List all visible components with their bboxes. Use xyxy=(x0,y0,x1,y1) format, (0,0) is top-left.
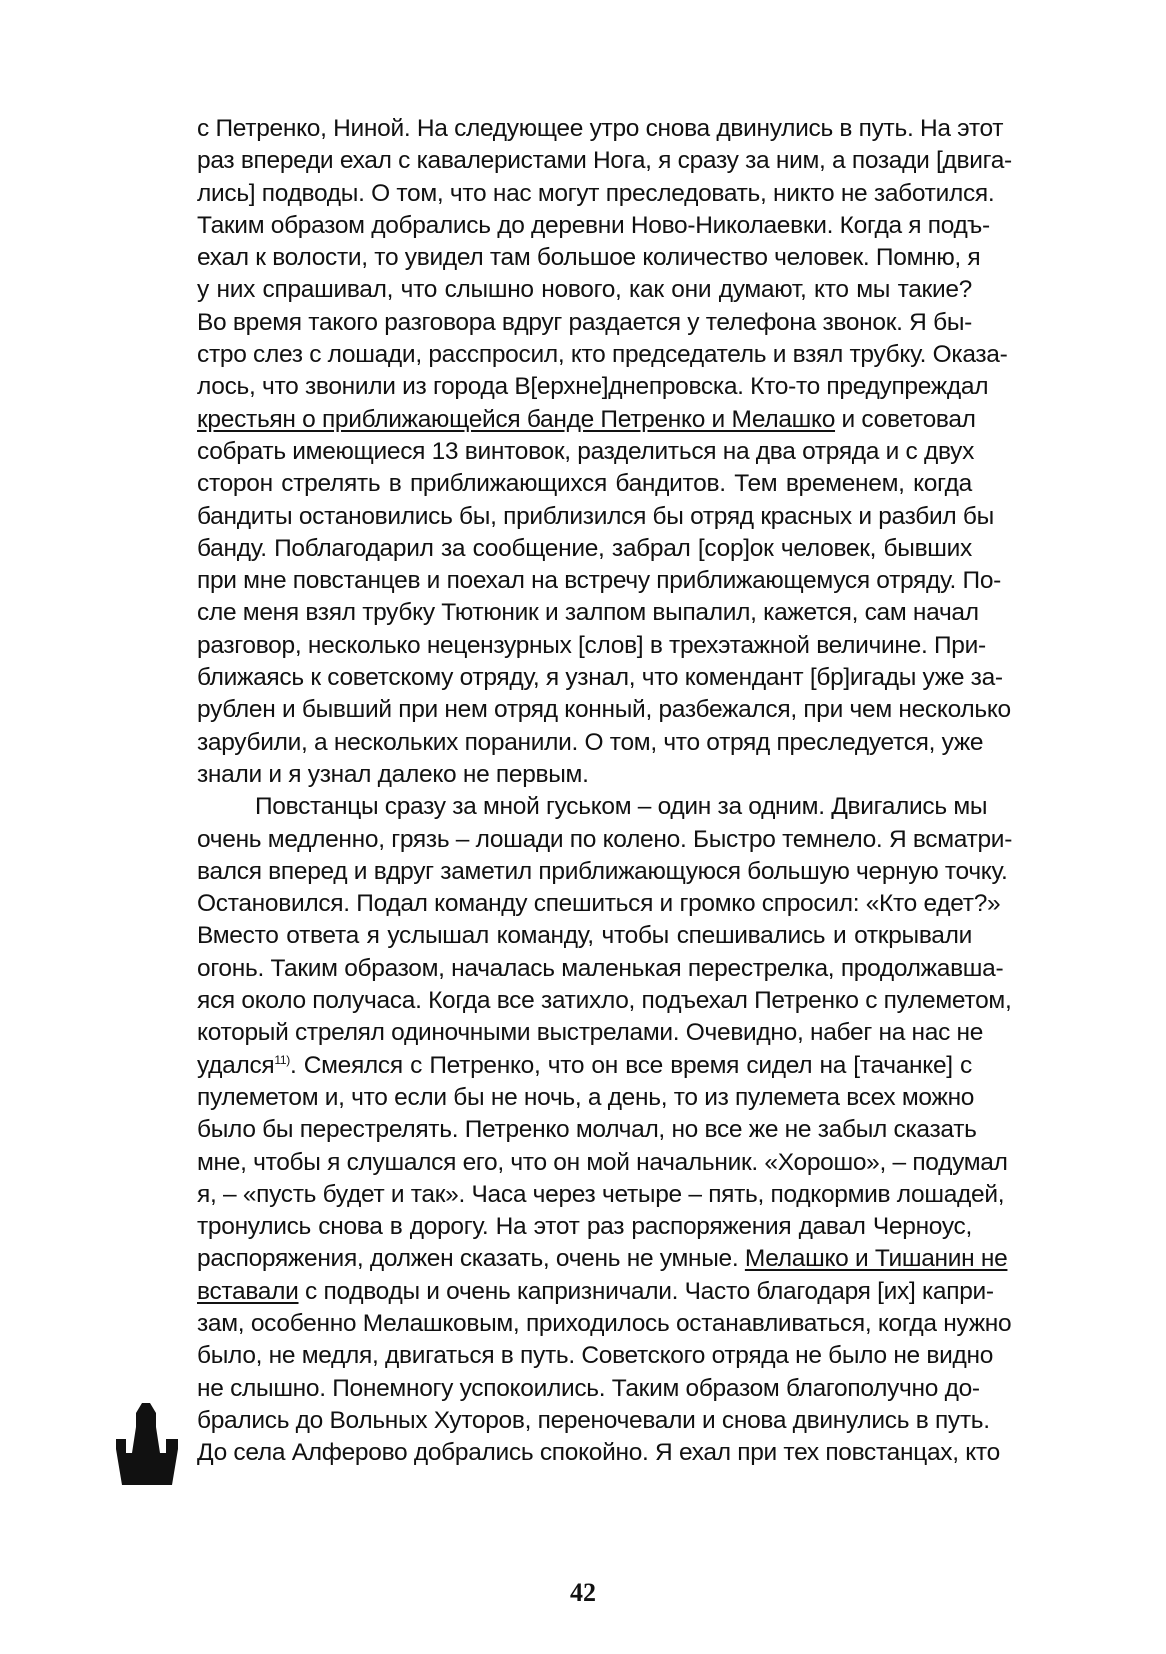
text-segment: До села Алферово добрались спокойно. Я ехал при тех повстанцах, кто xyxy=(197,1439,1000,1467)
text-segment: Вместо ответа я услышал команду, чтобы спешивались и открывали xyxy=(197,922,972,950)
text-segment: было бы перестрелять. Петренко молчал, но все же не забыл сказать xyxy=(197,1116,977,1144)
text-line xyxy=(197,1179,1005,1211)
text-line xyxy=(197,953,1004,985)
text-line xyxy=(197,274,972,306)
page-number: 42 xyxy=(570,1578,596,1607)
text-segment: Таким образом добрались до деревни Ново-Николаевки. Когда я подъ- xyxy=(197,211,990,239)
text-segment: удался xyxy=(197,1051,275,1079)
text-segment: с Петренко, Ниной. На следующее утро снова двинулись в путь. На этот xyxy=(197,115,1004,142)
text-line xyxy=(197,1114,977,1146)
text-segment: было, не медля, двигаться в путь. Советского отряда не было не видно xyxy=(197,1342,994,1370)
text-line xyxy=(197,1082,975,1114)
text-line xyxy=(197,307,972,339)
text-segment: распоряжения, должен сказать, очень не умные. xyxy=(197,1245,745,1273)
body-text xyxy=(197,113,1013,1469)
text-segment: у них спрашивал, что слышно нового, как они думают, кто мы такие? xyxy=(197,276,972,304)
text-segment: я, – «пусть будет и так». Часа через четыре – пять, подкормив лошадей, xyxy=(197,1180,1005,1208)
underlined-text: Мелашко и Тишанин не xyxy=(744,1245,1008,1273)
text-line xyxy=(197,210,990,242)
text-line xyxy=(197,339,1008,371)
text-segment: стро слез с лошади, расспросил, кто председатель и взял трубку. Оказа- xyxy=(197,341,1008,369)
text-segment: вался вперед и вдруг заметил приближающуюся большую черную точку. xyxy=(197,857,1008,885)
underlined-text: крестьян о приближающейся банде Петренко и Мелашко xyxy=(197,405,836,433)
text-line xyxy=(197,694,1011,726)
publisher-logo-icon xyxy=(114,1403,180,1485)
text-line xyxy=(197,791,988,823)
text-segment: который стрелял одиночными выстрелами. Очевидно, набег на нас не xyxy=(197,1019,984,1047)
text-line xyxy=(197,1211,972,1243)
text-line xyxy=(197,1437,1000,1469)
underlined-text: вставали xyxy=(197,1277,299,1305)
text-segment: сторон стрелять в приближающихся бандитов. Тем временем, когда xyxy=(197,470,972,498)
text-line xyxy=(197,565,1002,597)
text-segment: Повстанцы сразу за мной гуськом – один за одним. Двигались мы xyxy=(255,793,988,821)
text-segment: мне, чтобы я слушался его, что он мой начальник. «Хорошо», – подумал xyxy=(197,1148,1008,1176)
text-line xyxy=(197,113,1004,145)
text-line xyxy=(197,1050,972,1082)
text-line xyxy=(197,985,1012,1017)
text-segment: ближаясь к советскому отряду, я узнал, что комендант [бр]игады уже за- xyxy=(197,664,1003,692)
text-segment: лось, что звонили из города В[ерхне]днепровска. Кто-то предупреждал xyxy=(197,373,989,401)
text-line xyxy=(197,1017,984,1049)
text-line xyxy=(197,824,1013,856)
text-line xyxy=(197,1340,994,1372)
text-line xyxy=(197,1373,980,1405)
text-segment: рублен и бывший при нем отряд конный, разбежался, при чем несколько xyxy=(197,696,1011,724)
text-line xyxy=(197,662,1003,694)
text-line xyxy=(197,1243,1008,1275)
text-segment: с подводы и очень капризничали. Часто благодаря [их] капри- xyxy=(298,1277,994,1305)
text-segment: и советовал xyxy=(835,405,976,433)
text-segment: при мне повстанцев и поехал на встречу приближающемуся отряду. По- xyxy=(197,567,1002,595)
text-segment: знали и я узнал далеко не первым. xyxy=(197,760,589,788)
text-segment: банду. Поблагодарил за сообщение, забрал [сор]ок человек, бывших xyxy=(197,534,972,562)
text-segment: бандиты остановились бы, приблизился бы отряд красных и разбил бы xyxy=(197,502,994,530)
text-line xyxy=(197,242,981,274)
text-line xyxy=(197,856,1008,888)
footnote-marker: 11) xyxy=(274,1052,290,1067)
text-line xyxy=(197,597,979,629)
text-segment: брались до Вольных Хуторов, переночевали и снова двинулись в путь. xyxy=(197,1406,990,1434)
text-segment: ехал к волости, то увидел там большое количество человек. Помню, я xyxy=(197,244,981,272)
text-segment: яся около получаса. Когда все затихло, подъехал Петренко с пулеметом, xyxy=(197,987,1012,1015)
text-line xyxy=(197,468,972,500)
text-line xyxy=(197,436,975,468)
text-line xyxy=(197,920,972,952)
text-line xyxy=(197,1147,1008,1179)
text-line xyxy=(197,1276,994,1308)
text-line xyxy=(197,501,994,533)
text-line xyxy=(197,759,972,791)
text-line xyxy=(197,533,972,565)
text-line xyxy=(197,888,1001,920)
text-segment: сле меня взял трубку Тютюник и залпом выпалил, кажется, сам начал xyxy=(197,599,979,627)
text-line xyxy=(197,145,1012,177)
text-segment: Во время такого разговора вдруг раздается у телефона звонок. Я бы- xyxy=(197,308,972,336)
text-line xyxy=(197,371,989,403)
text-segment: лись] подводы. О том, что нас могут преследовать, никто не заботился. xyxy=(197,179,995,207)
text-segment: зам, особенно Мелашковым, приходилось останавливаться, когда нужно xyxy=(197,1309,1012,1337)
text-segment: очень медленно, грязь – лошади по колено. Быстро темнело. Я всматри- xyxy=(197,825,1013,853)
text-segment: тронулись снова в дорогу. На этот раз распоряжения давал Черноус, xyxy=(197,1213,972,1241)
text-segment: собрать имеющиеся 13 винтовок, разделиться на два отряда и с двух xyxy=(197,437,975,465)
text-line xyxy=(197,404,976,436)
text-segment: . Смеялся с Петренко, что он все время сидел на [тачанке] с xyxy=(289,1051,972,1079)
text-line xyxy=(197,630,986,662)
text-segment: Остановился. Подал команду спешиться и громко спросил: «Кто едет?» xyxy=(197,890,1001,918)
text-segment: огонь. Таким образом, началась маленькая перестрелка, продолжавша- xyxy=(197,954,1004,982)
text-segment: раз впереди ехал с кавалеристами Нога, я сразу за ним, а позади [двига- xyxy=(197,147,1012,175)
text-line xyxy=(197,1405,990,1437)
text-line xyxy=(197,727,984,759)
text-segment: разговор, несколько нецензурных [слов] в трехэтажной величине. При- xyxy=(197,631,986,659)
text-line xyxy=(197,178,995,210)
text-segment: зарубили, а нескольких поранили. О том, что отряд преследуется, уже xyxy=(197,728,984,756)
text-line xyxy=(197,1308,1012,1340)
text-segment: пулеметом и, что если бы не ночь, а день, то из пулемета всех можно xyxy=(197,1083,975,1111)
text-segment: не слышно. Понемногу успокоились. Таким образом благополучно до- xyxy=(197,1374,980,1402)
